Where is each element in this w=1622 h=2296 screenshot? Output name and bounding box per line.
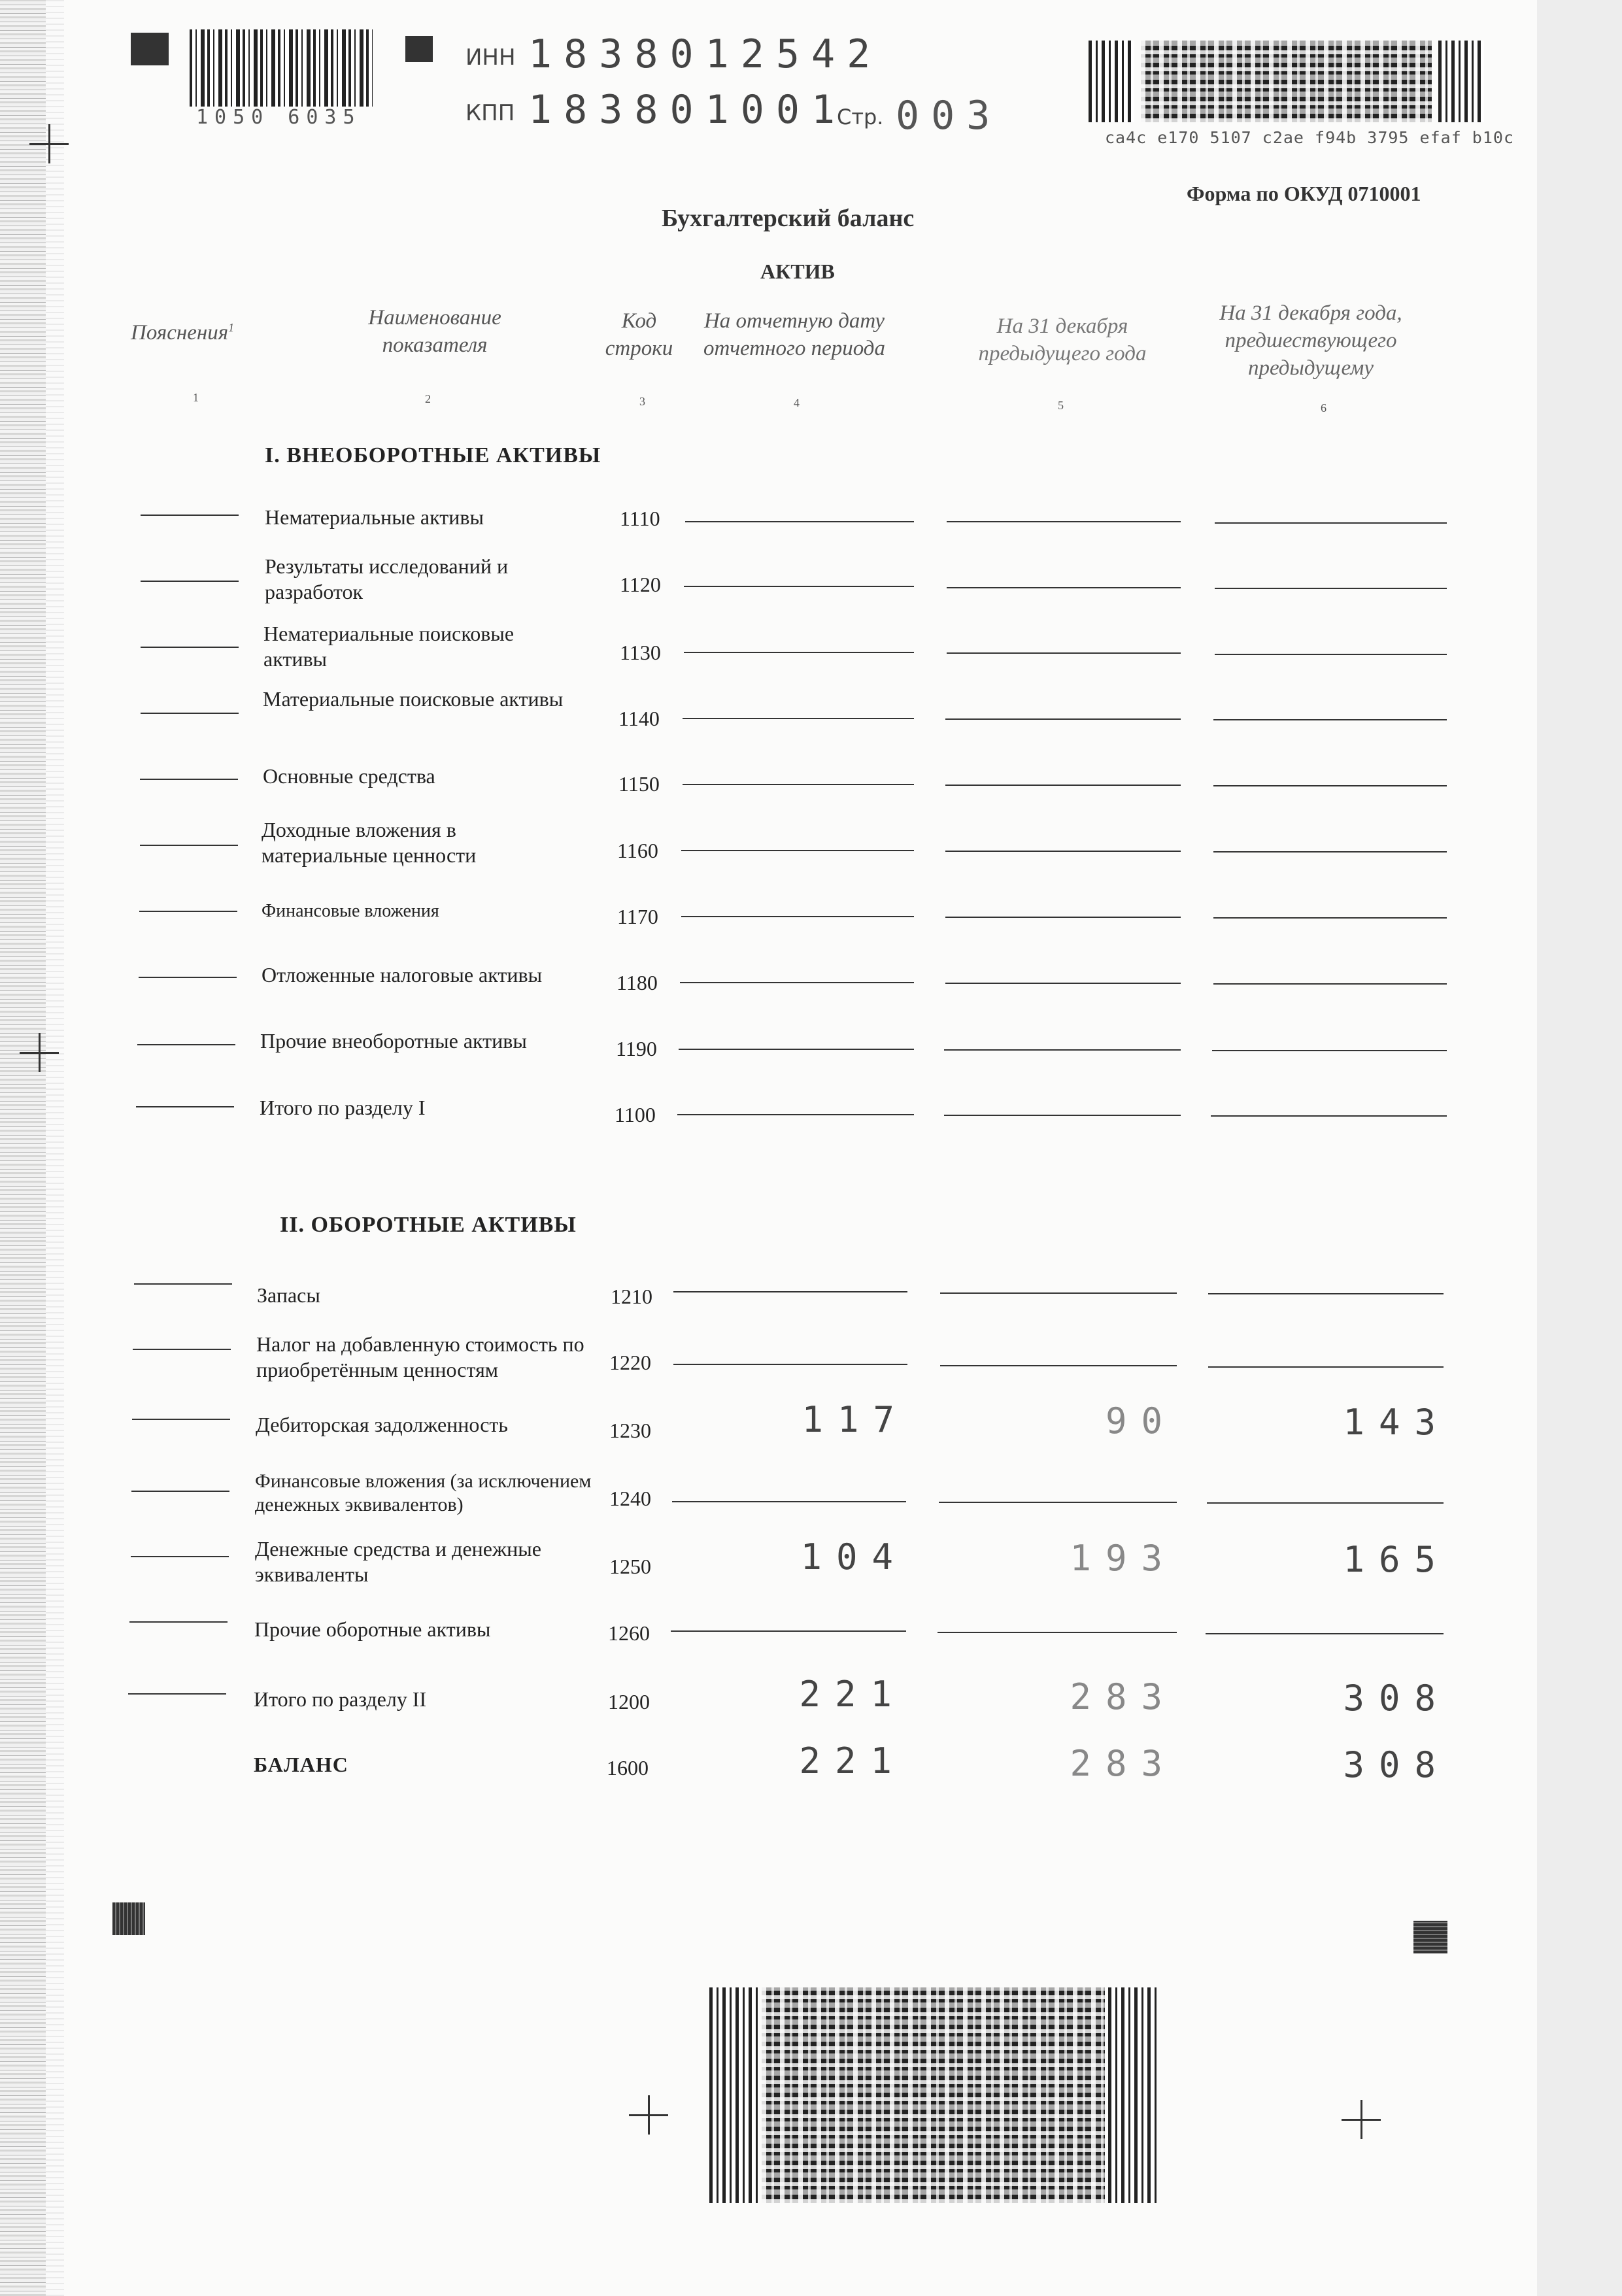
row-label: Финансовые вложения [262, 901, 439, 921]
row-label: Прочие оборотные активы [254, 1617, 491, 1641]
section1-title: I. ВНЕОБОРОТНЫЕ АКТИВЫ [265, 443, 601, 467]
notes-line [141, 647, 239, 648]
value-prev-year: 90 [1105, 1400, 1177, 1442]
row-label: Нематериальные активы [265, 505, 484, 529]
value-line [1215, 654, 1447, 655]
value-line [1213, 719, 1447, 720]
row-label: БАЛАНС [254, 1753, 348, 1776]
row-label: Результаты исследований и разработок [265, 554, 509, 603]
value-line [1213, 851, 1447, 853]
column-number: 3 [639, 395, 645, 408]
row-label: Налог на добавленную стоимость по приобретённым ценностям [256, 1332, 584, 1381]
row-label: Денежные средства и денежные эквиваленты [255, 1537, 541, 1586]
linear-barcode [190, 29, 373, 107]
row-code: 1260 [608, 1621, 650, 1645]
value-line [947, 652, 1181, 654]
scan-shade [1537, 0, 1622, 2296]
notes-line [133, 1349, 231, 1350]
row-code: 1220 [609, 1351, 651, 1374]
alignment-crosshair [29, 124, 69, 163]
value-line [940, 1292, 1177, 1294]
registration-marker [1413, 1921, 1447, 1953]
row-code: 1100 [615, 1103, 656, 1126]
value-line [1211, 1115, 1447, 1117]
value-line [1213, 785, 1447, 786]
value-current: 221 [799, 1740, 906, 1781]
value-line [684, 586, 914, 587]
matrix-guard-bars [709, 1987, 758, 2203]
value-line [947, 521, 1181, 522]
alignment-crosshair [20, 1033, 59, 1072]
notes-line [129, 1621, 228, 1623]
value-prev-prev-year: 308 [1343, 1744, 1450, 1785]
page-label: Стр. [837, 105, 884, 129]
notes-line [141, 713, 239, 714]
value-prev-prev-year: 143 [1343, 1402, 1450, 1443]
row-code: 1250 [609, 1555, 651, 1578]
okud-form: Форма по ОКУД 0710001 [1187, 182, 1421, 205]
value-line [944, 1115, 1181, 1116]
value-line [680, 982, 914, 983]
value-line [1207, 1502, 1444, 1504]
barcode-number: 1050 6035 [196, 106, 362, 129]
kpp-value: 183801001 [528, 87, 847, 133]
row-label: Материальные поисковые активы [263, 687, 564, 711]
value-line [684, 652, 914, 653]
matrix-guard-bars [1438, 41, 1484, 122]
value-line [944, 1049, 1181, 1051]
row-code: 1180 [617, 971, 658, 994]
value-line [939, 1502, 1177, 1503]
value-line [945, 785, 1181, 786]
value-line [672, 1501, 906, 1502]
value-line [673, 1364, 907, 1365]
notes-line [131, 1556, 229, 1557]
2d-barcode [1141, 41, 1432, 122]
page-title: Бухгалтерский баланс [662, 205, 915, 232]
value-prev-year: 283 [1070, 1743, 1177, 1784]
column-number: 2 [425, 392, 431, 405]
row-code: 1600 [607, 1756, 649, 1780]
row-label: Финансовые вложения (за исключением денежных эквивалентов) [255, 1470, 592, 1515]
value-line [1212, 1050, 1447, 1051]
value-line [1213, 983, 1447, 985]
value-prev-year: 193 [1070, 1538, 1177, 1579]
row-code: 1190 [616, 1037, 657, 1060]
column-header-name: Наименование показателя [368, 306, 501, 357]
row-code: 1110 [620, 507, 660, 530]
scan-edge-artifact [46, 0, 64, 2296]
value-line [681, 916, 914, 917]
section2-title: II. ОБОРОТНЫЕ АКТИВЫ [280, 1213, 577, 1237]
value-line [683, 718, 914, 719]
matrix-guard-bars [1108, 1987, 1157, 2203]
notes-line [137, 1044, 235, 1045]
row-code: 1210 [611, 1285, 652, 1308]
row-code: 1120 [620, 573, 661, 596]
value-line [685, 521, 914, 522]
row-label: Доходные вложения в материальные ценности [262, 818, 477, 867]
column-number: 1 [193, 391, 199, 404]
notes-line [141, 515, 239, 516]
value-line [1206, 1633, 1444, 1634]
value-line [679, 1049, 914, 1050]
row-code: 1160 [617, 839, 658, 862]
column-number: 4 [794, 396, 800, 409]
value-line [1215, 588, 1447, 589]
value-line [1208, 1366, 1444, 1368]
matrix-guard-bars [1089, 41, 1134, 122]
2d-barcode [762, 1987, 1105, 2203]
value-line [947, 587, 1181, 588]
inn-label: ИНН [465, 44, 516, 71]
row-label: Отложенные налоговые активы [262, 963, 543, 987]
value-line [945, 718, 1181, 720]
registration-marker [131, 33, 169, 65]
value-prev-prev-year: 165 [1343, 1539, 1450, 1580]
value-line [940, 1365, 1177, 1366]
row-code: 1170 [617, 905, 658, 928]
column-header-code: Код строки [605, 309, 673, 360]
notes-line [139, 911, 237, 912]
row-label: Прочие внеоборотные активы [260, 1029, 527, 1053]
section-subtitle: АКТИВ [760, 260, 835, 283]
hash-code: ca4c e170 5107 c2ae f94b 3795 efaf b10c [1105, 128, 1514, 147]
row-label: Дебиторская задолженность [256, 1413, 508, 1436]
scan-edge-artifact [0, 0, 46, 2296]
value-prev-year: 283 [1070, 1676, 1177, 1717]
value-current: 221 [799, 1674, 906, 1715]
row-label: Основные средства [263, 764, 435, 788]
row-label: Запасы [257, 1283, 320, 1307]
value-current: 117 [802, 1399, 909, 1440]
notes-line [139, 977, 237, 978]
value-line [671, 1630, 906, 1632]
value-line [945, 983, 1181, 984]
row-code: 1240 [609, 1487, 651, 1510]
column-header-notes: Пояснения$^1$ [131, 321, 235, 345]
column-number: 6 [1321, 401, 1326, 414]
value-line [938, 1632, 1177, 1633]
row-code: 1230 [609, 1419, 651, 1442]
notes-line [132, 1419, 230, 1420]
value-line [673, 1291, 907, 1292]
notes-line [141, 581, 239, 582]
value-line [1208, 1293, 1444, 1294]
notes-line [134, 1283, 232, 1285]
inn-value: 1838012542 [528, 31, 883, 77]
row-code: 1150 [618, 772, 660, 796]
notes-line [140, 845, 238, 846]
column-header-prev-year: На 31 декабря предыдущего года [978, 314, 1147, 365]
registration-marker [112, 1902, 145, 1935]
notes-line [136, 1106, 234, 1107]
row-label: Итого по разделу II [254, 1687, 427, 1711]
notes-line [128, 1693, 226, 1695]
column-header-current: На отчетную дату отчетного периода [703, 309, 886, 360]
registration-marker [405, 36, 433, 62]
value-line [1215, 522, 1447, 524]
page-number: 003 [896, 93, 1002, 139]
value-prev-prev-year: 308 [1343, 1678, 1450, 1719]
column-header-prev-prev-year: На 31 декабря года, предшествующего предыдущему [1219, 301, 1402, 380]
value-line [681, 850, 914, 851]
notes-line [140, 779, 238, 780]
alignment-crosshair [1342, 2100, 1381, 2139]
value-line [1213, 917, 1447, 919]
row-label: Нематериальные поисковые активы [263, 622, 515, 671]
value-line [683, 784, 914, 785]
row-label: Итого по разделу I [260, 1096, 426, 1119]
value-line [677, 1114, 914, 1115]
row-code: 1200 [608, 1690, 650, 1714]
row-code: 1140 [618, 707, 660, 730]
alignment-crosshair [629, 2095, 668, 2135]
value-current: 104 [800, 1536, 907, 1578]
row-code: 1130 [620, 641, 661, 664]
value-line [945, 851, 1181, 852]
kpp-label: КПП [465, 100, 515, 126]
notes-line [131, 1491, 229, 1492]
column-number: 5 [1058, 399, 1064, 412]
value-line [945, 917, 1181, 918]
